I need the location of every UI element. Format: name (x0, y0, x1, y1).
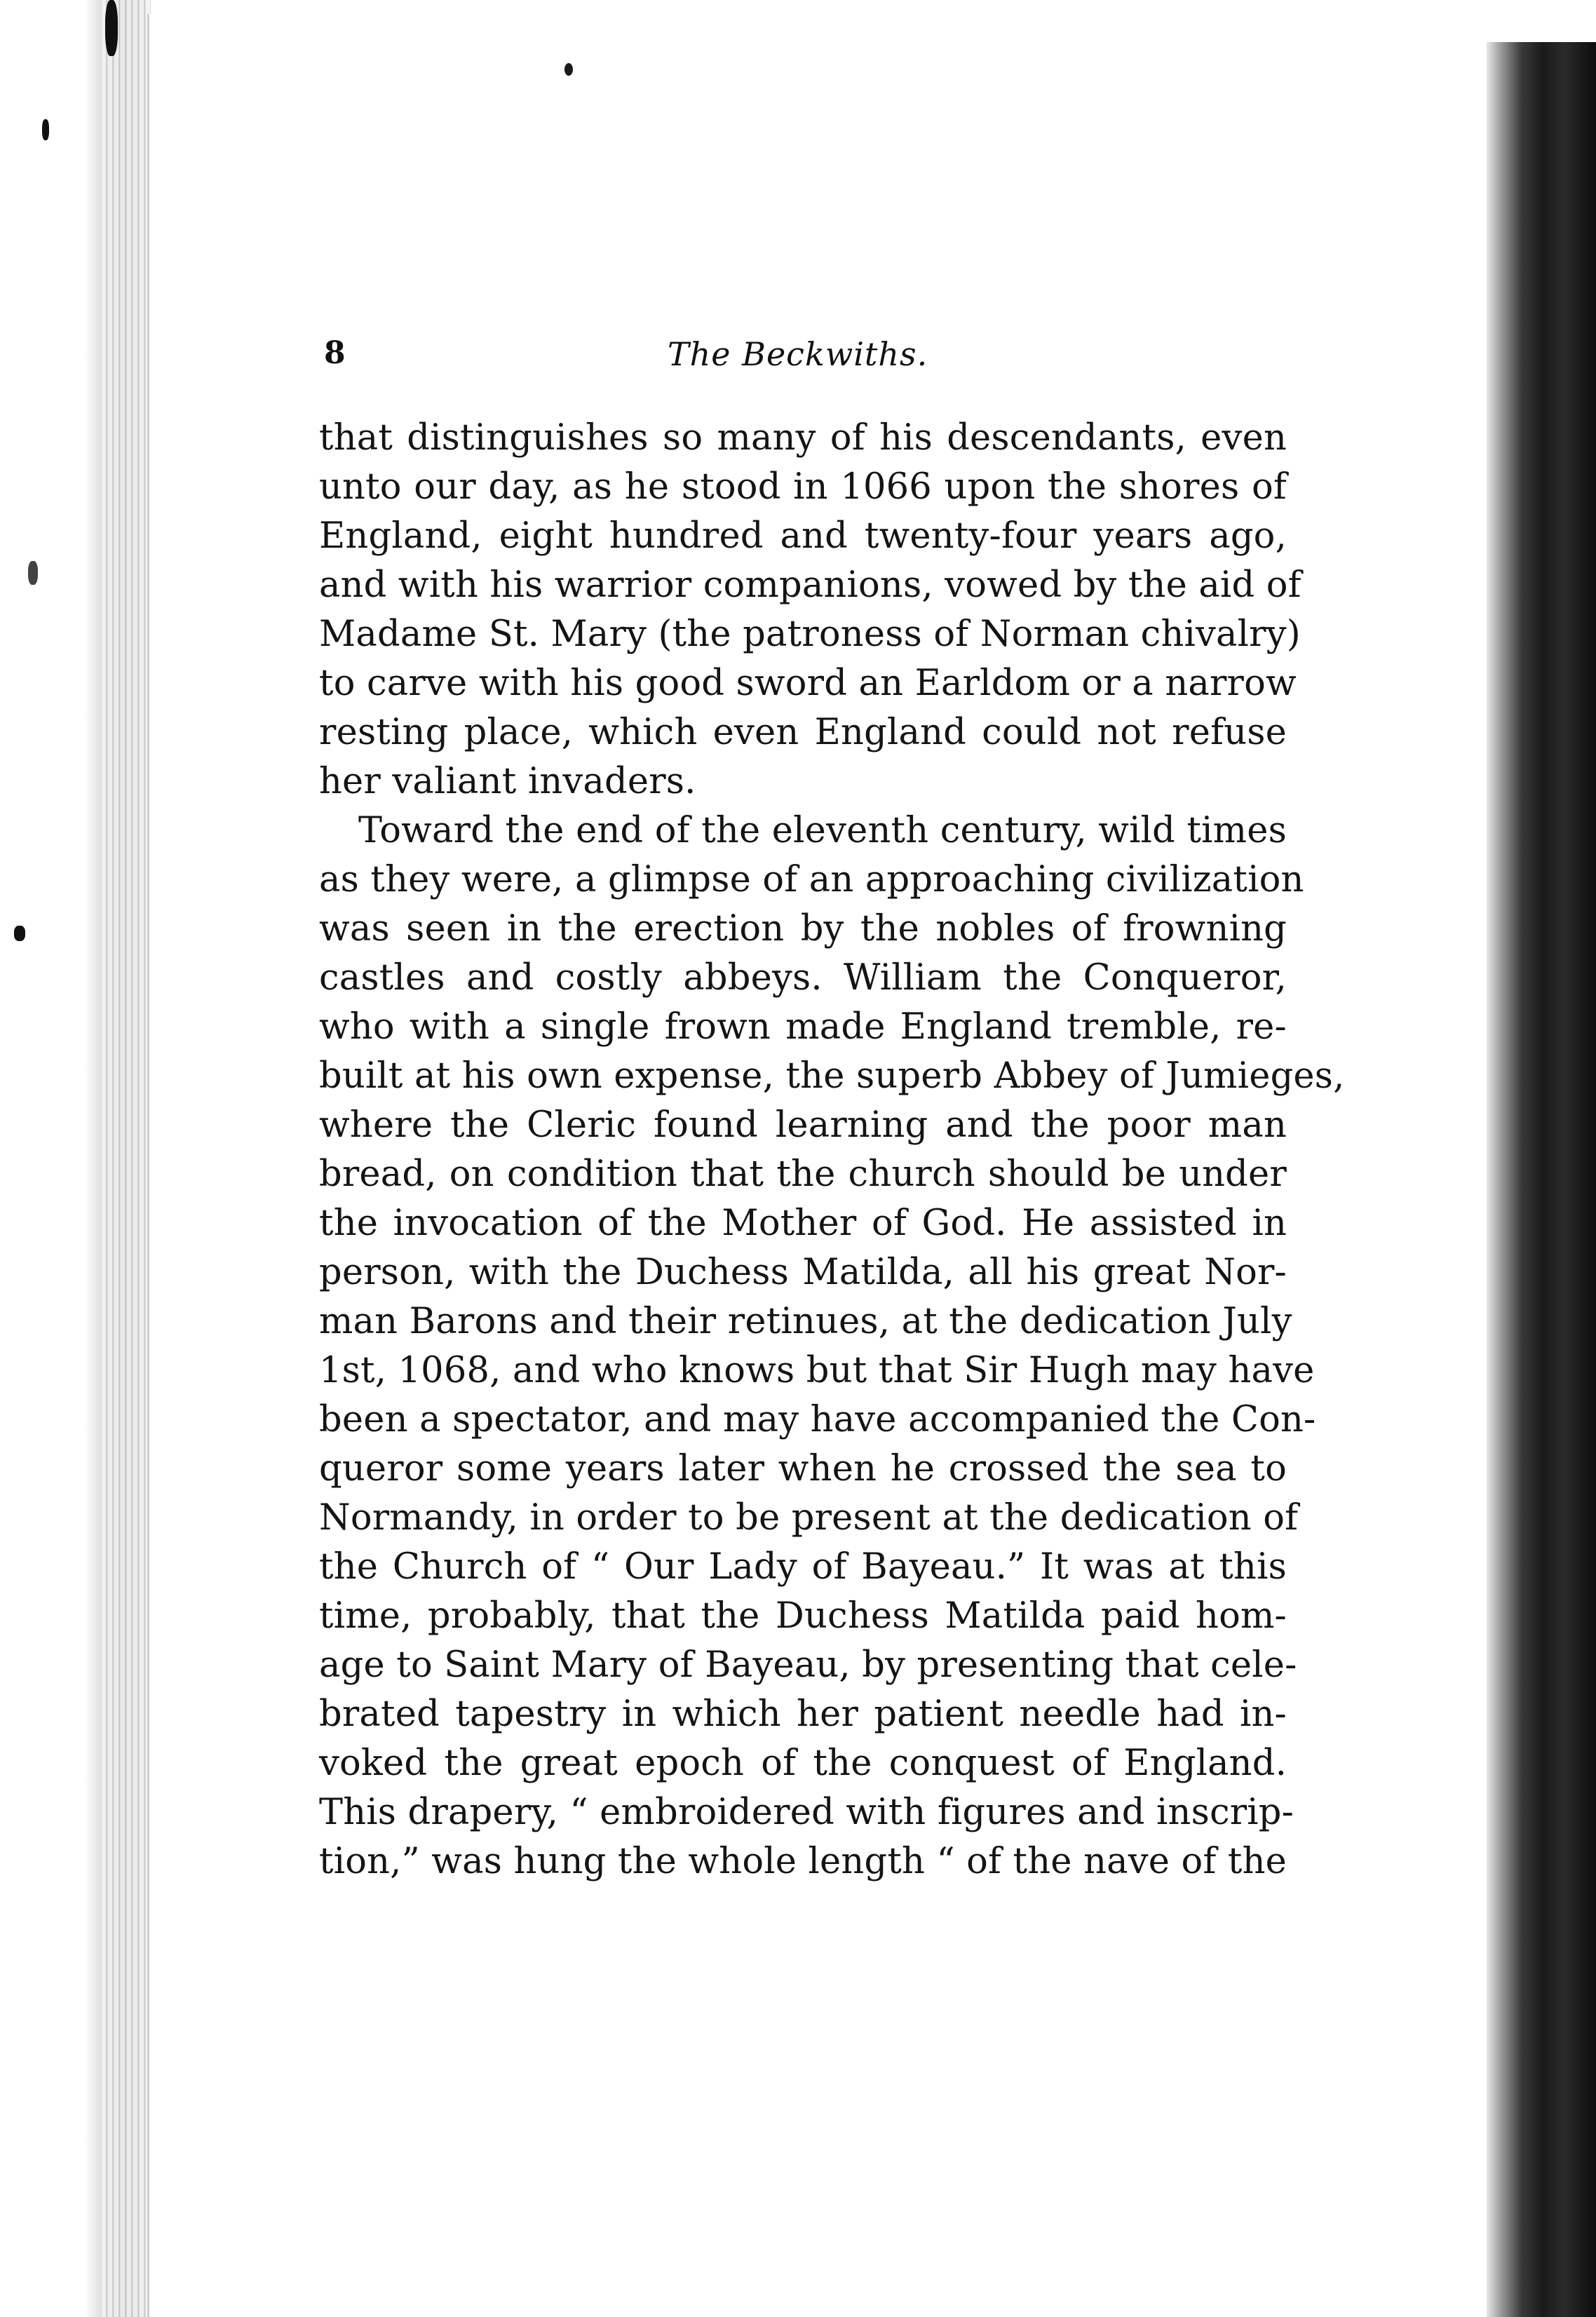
next-pages-shadow (1487, 42, 1596, 2317)
text-line: who with a single frown made England tremble, re- (319, 1006, 1287, 1048)
ink-speck (564, 63, 573, 76)
text-line: age to Saint Mary of Bayeau, by presenting that cele- (319, 1644, 1297, 1686)
text-line: England, eight hundred and twenty-four years ago, (319, 515, 1287, 557)
text-line: Normandy, in order to be present at the dedication of (319, 1497, 1299, 1539)
text-line: brated tapestry in which her patient needle had in- (319, 1694, 1287, 1735)
running-title: The Beckwiths. (668, 335, 928, 373)
text-line: bread, on condition that the church should be under (319, 1154, 1287, 1195)
text-line: where the Cleric found learning and the poor man (319, 1105, 1287, 1146)
text-line: person, with the Duchess Matilda, all his great Nor- (319, 1252, 1287, 1293)
text-line: This drapery, “ embroidered with figures and inscrip- (319, 1792, 1294, 1833)
text-line: queror some years later when he crossed the sea to (319, 1448, 1287, 1490)
body-text (319, 414, 1345, 1886)
binding-mark (42, 119, 49, 140)
text-line: been a spectator, and may have accompanied the Con- (319, 1399, 1316, 1440)
text-line: resting place, which even England could not refuse (319, 712, 1287, 753)
running-head (324, 335, 1292, 380)
text-line: her valiant invaders. (319, 761, 696, 802)
text-line: voked the great epoch of the conquest of England. (319, 1743, 1287, 1784)
text-line: Toward the end of the eleventh century, wild times (358, 810, 1287, 851)
text-line: tion,” was hung the whole length “ of the nave of the (319, 1841, 1287, 1882)
text-line: 1st, 1068, and who knows but that Sir Hugh may have (319, 1350, 1315, 1391)
text-line: time, probably, that the Duchess Matilda paid hom- (319, 1595, 1287, 1637)
text-line: the invocation of the Mother of God. He assisted in (319, 1203, 1287, 1244)
text-line: unto our day, as he stood in 1066 upon the shores of (319, 466, 1287, 508)
page-edges (102, 0, 151, 2317)
text-line: and with his warrior companions, vowed by the aid of (319, 565, 1301, 606)
text-line: castles and costly abbeys. William the Conqueror, (319, 957, 1287, 999)
text-line: was seen in the erection by the nobles of frowning (319, 908, 1287, 950)
text-line: Madame St. Mary (the patroness of Norman chivalry) (319, 614, 1301, 655)
text-line: as they were, a glimpse of an approaching civilization (319, 859, 1304, 900)
text-line: the Church of “ Our Lady of Bayeau.” It was at this (319, 1546, 1287, 1588)
page-number: 8 (324, 335, 346, 371)
binding-mark (28, 561, 38, 585)
text-line: man Barons and their retinues, at the dedication July (319, 1301, 1292, 1342)
binding-mark (105, 0, 118, 56)
text-line: built at his own expense, the superb Abbey of Jumieges, (319, 1055, 1345, 1097)
text-line: to carve with his good sword an Earldom or a narrow (319, 663, 1297, 704)
text-line: that distinguishes so many of his descendants, even (319, 417, 1287, 459)
binding-mark (14, 926, 25, 941)
